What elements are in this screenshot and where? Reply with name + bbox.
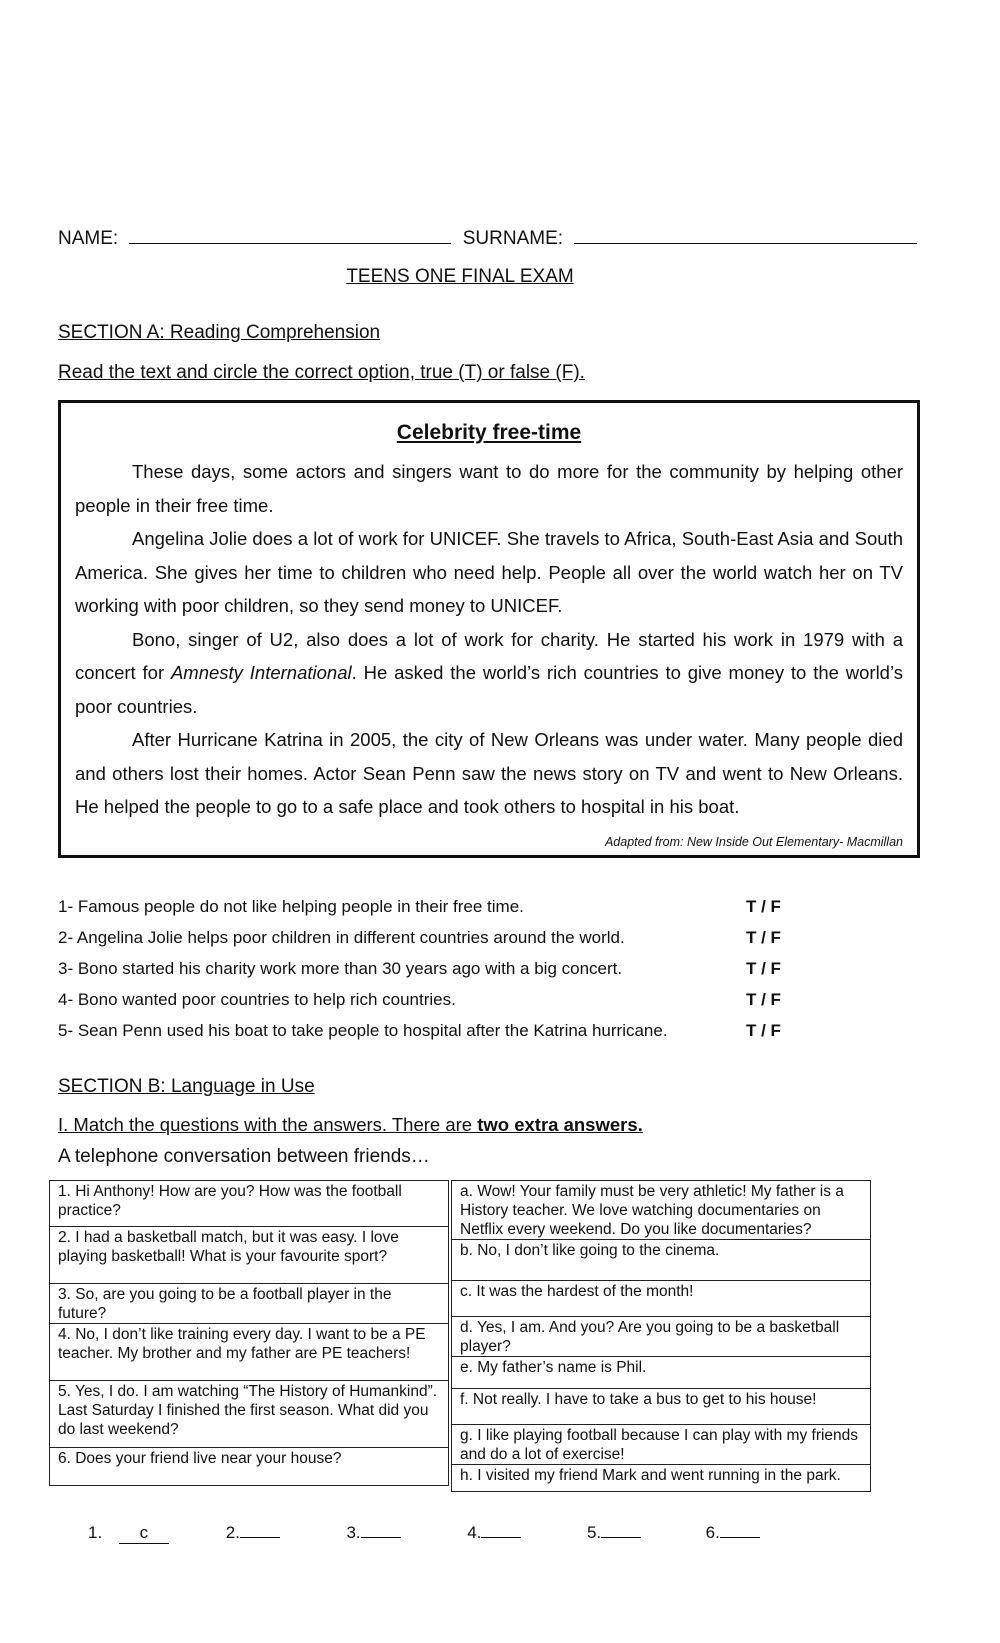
true-false-option[interactable]: T / F <box>746 959 781 978</box>
answers-table <box>451 1180 871 1492</box>
statement-row <box>58 928 798 959</box>
statement-row <box>58 897 798 928</box>
paragraph-2: Angelina Jolie does a lot of work for UNICEF. She travels to Africa, South-East Asia and South America. She gives her time to children who need help. People all over the world watch her on TV working with poor children, so they send money to UNICEF. <box>75 528 903 616</box>
reading-box <box>58 400 920 858</box>
answer-item <box>346 1523 462 1543</box>
true-false-option[interactable]: T / F <box>746 1021 781 1040</box>
answer-cell: a. Wow! Your family must be very athletic! My father is a History teacher. We love watching documentaries on Netflix every weekend. Do you like documentaries? <box>452 1181 871 1240</box>
question-cell: 1. Hi Anthony! How are you? How was the football practice? <box>50 1181 449 1227</box>
name-label: NAME: <box>58 228 119 249</box>
answer-item <box>587 1523 701 1543</box>
surname-field[interactable] <box>574 243 917 244</box>
answer-number: 5. <box>586 1523 602 1542</box>
answer-blank[interactable] <box>601 1537 641 1538</box>
statement-text: 1- Famous people do not like helping people in their free time. <box>58 897 524 916</box>
statement-row <box>58 959 798 990</box>
question-cell: 6. Does your friend live near your house? <box>50 1448 449 1486</box>
section-a-heading: SECTION A: Reading Comprehension <box>58 322 381 343</box>
true-false-option[interactable]: T / F <box>746 897 781 916</box>
answer-cell: e. My father’s name is Phil. <box>452 1357 871 1389</box>
statement-text: 4- Bono wanted poor countries to help rich countries. <box>58 990 456 1009</box>
answer-cell: f. Not really. I have to take a bus to get to his house! <box>452 1389 871 1425</box>
answer-item <box>467 1523 582 1543</box>
answer-number: 4. <box>467 1523 482 1542</box>
true-false-list <box>58 897 798 1052</box>
exam-title: TEENS ONE FINAL EXAM <box>346 266 574 287</box>
paragraph-3-end: . He asked the world’s rich countries to give money to the world’s poor countries. <box>75 662 903 717</box>
answer-item <box>88 1523 221 1544</box>
answer-blank[interactable] <box>361 1537 401 1538</box>
instruction-text: I. Match the questions with the answers. There are <box>58 1114 478 1135</box>
statement-text: 2- Angelina Jolie helps poor children in different countries around the world. <box>58 928 625 947</box>
amnesty-title: Amnesty International <box>170 662 352 683</box>
source-credit: Adapted from: New Inside Out Elementary- Macmillan <box>604 835 903 849</box>
answer-cell: b. No, I don’t like going to the cinema. <box>452 1240 871 1281</box>
surname-label: SURNAME: <box>462 228 564 249</box>
answer-number: 3. <box>346 1523 361 1542</box>
instruction-emphasis: two extra answers. <box>477 1114 643 1135</box>
paragraph-3-start: Bono, singer of U2, also does a lot of work for charity. He started his work in 1979 with a concert for <box>75 628 903 683</box>
paragraph-1: These days, some actors and singers want to do more for the community by helping other people in their free time. <box>75 461 903 516</box>
answer-blank[interactable] <box>481 1537 521 1538</box>
conversation-title: A telephone conversation between friends… <box>58 1146 430 1167</box>
answer-blank[interactable] <box>240 1537 280 1538</box>
reading-passage <box>75 455 903 824</box>
true-false-option[interactable]: T / F <box>746 990 781 1009</box>
statement-row <box>58 990 798 1021</box>
answer-blank[interactable] <box>720 1537 760 1538</box>
answer-cell: c. It was the hardest of the month! <box>452 1281 871 1317</box>
answer-key-row <box>88 1523 760 1544</box>
statement-text: 3- Bono started his charity work more than 30 years ago with a big concert. <box>58 959 623 978</box>
answer-item <box>226 1523 342 1543</box>
answer-number: 6. <box>705 1523 720 1542</box>
answer-blank[interactable]: c <box>119 1523 169 1544</box>
answer-number: 1. <box>88 1523 103 1542</box>
question-cell: 2. I had a basketball match, but it was easy. I love playing basketball! What is your favourite sport? <box>50 1227 449 1284</box>
name-field[interactable] <box>129 243 451 244</box>
section-b-instruction <box>58 1114 643 1136</box>
answer-number: 2. <box>225 1523 240 1542</box>
questions-table <box>49 1180 449 1486</box>
question-cell: 5. Yes, I do. I am watching “The History of Humankind”. Last Saturday I finished the first season. What did you do last weekend? <box>50 1381 449 1448</box>
reading-title: Celebrity free-time <box>396 421 582 444</box>
section-a-instruction: Read the text and circle the correct option, true (T) or false (F). <box>58 362 585 383</box>
paragraph-3 <box>75 623 903 724</box>
statement-row <box>58 1021 798 1052</box>
question-cell: 3. So, are you going to be a football player in the future? <box>50 1284 449 1324</box>
answer-cell: g. I like playing football because I can play with my friends and do a lot of exercise! <box>452 1425 871 1465</box>
name-surname-row <box>58 228 917 250</box>
answer-cell: h. I visited my friend Mark and went running in the park. <box>452 1465 871 1492</box>
true-false-option[interactable]: T / F <box>746 928 781 947</box>
question-cell: 4. No, I don’t like training every day. I want to be a PE teacher. My brother and my father are PE teachers! <box>50 1324 449 1381</box>
statement-text: 5- Sean Penn used his boat to take people to hospital after the Katrina hurricane. <box>58 1021 668 1040</box>
answer-cell: d. Yes, I am. And you? Are you going to be a basketball player? <box>452 1317 871 1357</box>
answer-item <box>706 1523 760 1543</box>
paragraph-4: After Hurricane Katrina in 2005, the city of New Orleans was under water. Many people died and others lost their homes. Actor Sean Penn saw the news story on TV and went to New Orleans. He helped the people to go to a safe place and took others to hospital in his boat. <box>75 729 903 817</box>
section-b-heading: SECTION B: Language in Use <box>58 1076 315 1097</box>
